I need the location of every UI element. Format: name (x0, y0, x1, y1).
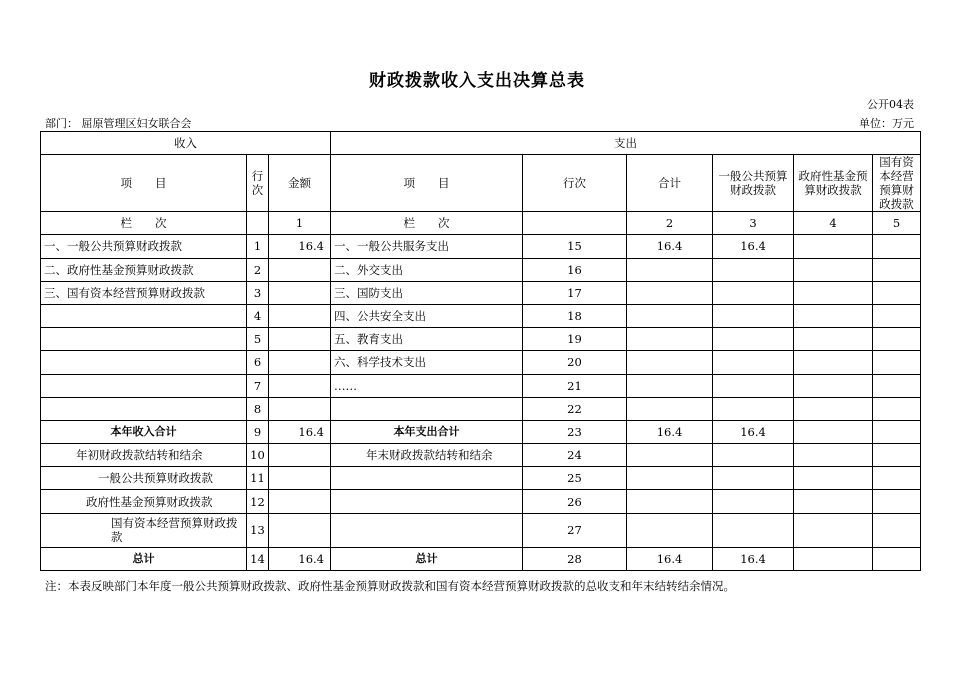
general-value (713, 281, 794, 304)
income-item: 政府性基金预算财政拨款 (41, 490, 247, 513)
fund-value (794, 513, 873, 547)
income-line-no: 6 (247, 351, 269, 374)
table-row-grand-total (41, 547, 921, 570)
summary-table (40, 131, 921, 571)
income-amount (269, 444, 331, 467)
total-value (627, 304, 713, 327)
income-item-header: 项 目 (41, 155, 247, 212)
department-label: 部门： 屈原管理区妇女联合会 (45, 117, 192, 130)
general-value (713, 513, 794, 547)
income-item (41, 397, 247, 420)
table-row-year-total (41, 420, 921, 443)
fund-value (794, 374, 873, 397)
expense-line-no: 26 (523, 490, 627, 513)
general-value: 16.4 (713, 547, 794, 570)
expense-item-header: 项 目 (331, 155, 523, 212)
table-row (41, 281, 921, 304)
income-amount (269, 513, 331, 547)
fund-value (794, 328, 873, 351)
col-index-4: 4 (794, 212, 873, 235)
capital-value (873, 490, 921, 513)
expense-line-no: 22 (523, 397, 627, 420)
capital-value (873, 258, 921, 281)
income-header: 收入 (41, 132, 331, 155)
income-item: 国有资本经营预算财政拨款 (41, 513, 247, 547)
col-index-5: 5 (873, 212, 921, 235)
expense-line-no: 20 (523, 351, 627, 374)
income-line-no: 13 (247, 513, 269, 547)
expense-line-no: 27 (523, 513, 627, 547)
fund-value (794, 281, 873, 304)
income-line-header: 行次 (247, 155, 269, 212)
fund-value (794, 235, 873, 258)
general-value: 16.4 (713, 420, 794, 443)
total-value: 16.4 (627, 235, 713, 258)
income-line-no: 12 (247, 490, 269, 513)
capital-value (873, 235, 921, 258)
income-amount (269, 281, 331, 304)
expense-item: …… (331, 374, 523, 397)
total-value (627, 374, 713, 397)
income-item: 本年收入合计 (41, 420, 247, 443)
col-index-label-left: 栏 次 (41, 212, 247, 235)
general-value (713, 374, 794, 397)
income-amount (269, 467, 331, 490)
general-value (713, 467, 794, 490)
capital-value (873, 281, 921, 304)
expense-line-no: 25 (523, 467, 627, 490)
general-value: 16.4 (713, 235, 794, 258)
fund-value (794, 304, 873, 327)
expense-item: 本年支出合计 (331, 420, 523, 443)
income-amount (269, 304, 331, 327)
table-row (41, 467, 921, 490)
expense-line-no: 18 (523, 304, 627, 327)
expense-item (331, 467, 523, 490)
income-item (41, 351, 247, 374)
income-item: 二、政府性基金预算财政拨款 (41, 258, 247, 281)
expense-line-no: 15 (523, 235, 627, 258)
income-line-no: 2 (247, 258, 269, 281)
income-line-no: 10 (247, 444, 269, 467)
expense-item: 总计 (331, 547, 523, 570)
total-value (627, 351, 713, 374)
total-value (627, 397, 713, 420)
income-amount (269, 351, 331, 374)
general-value (713, 304, 794, 327)
expense-line-header: 行次 (523, 155, 627, 212)
table-row (41, 235, 921, 258)
total-value (627, 444, 713, 467)
expense-item: 四、公共安全支出 (331, 304, 523, 327)
capital-value (873, 444, 921, 467)
total-value (627, 490, 713, 513)
header-row-2 (41, 155, 921, 212)
income-line-no: 14 (247, 547, 269, 570)
total-header: 合计 (627, 155, 713, 212)
capital-value (873, 328, 921, 351)
table-row (41, 513, 921, 547)
gov-fund-header: 政府性基金预算财政拨款 (794, 155, 873, 212)
income-amount: 16.4 (269, 235, 331, 258)
total-value (627, 328, 713, 351)
expense-line-no: 28 (523, 547, 627, 570)
fund-value (794, 547, 873, 570)
footnote: 注：本表反映部门本年度一般公共预算财政拨款、政府性基金预算财政拨款和国有资本经营预算财政拨款的总收支和年末结转结余情况。 (45, 579, 735, 593)
income-line-no: 3 (247, 281, 269, 304)
income-item: 三、国有资本经营预算财政拨款 (41, 281, 247, 304)
table-row (41, 490, 921, 513)
income-line-no: 7 (247, 374, 269, 397)
expense-item: 三、国防支出 (331, 281, 523, 304)
expense-item (331, 513, 523, 547)
income-line-no: 4 (247, 304, 269, 327)
capital-value (873, 304, 921, 327)
income-item: 年初财政拨款结转和结余 (41, 444, 247, 467)
income-amount: 16.4 (269, 547, 331, 570)
expense-item (331, 397, 523, 420)
income-item (41, 304, 247, 327)
table-row (41, 374, 921, 397)
total-value (627, 513, 713, 547)
expense-item (331, 490, 523, 513)
capital-value (873, 467, 921, 490)
header-row-1 (41, 132, 921, 155)
expense-line-no: 17 (523, 281, 627, 304)
income-amount (269, 328, 331, 351)
general-value (713, 258, 794, 281)
fund-value (794, 467, 873, 490)
fund-value (794, 258, 873, 281)
income-amount (269, 397, 331, 420)
col-index-label-right: 栏 次 (331, 212, 523, 235)
table-row (41, 328, 921, 351)
income-amount: 16.4 (269, 420, 331, 443)
income-item: 一般公共预算财政拨款 (41, 467, 247, 490)
capital-value (873, 547, 921, 570)
general-value (713, 444, 794, 467)
capital-value (873, 420, 921, 443)
amount-header: 金额 (269, 155, 331, 212)
fund-value (794, 420, 873, 443)
expense-item: 一、一般公共服务支出 (331, 235, 523, 258)
form-number: 公开04表 (867, 98, 914, 111)
income-item: 一、一般公共预算财政拨款 (41, 235, 247, 258)
income-item: 总计 (41, 547, 247, 570)
income-line-no: 9 (247, 420, 269, 443)
unit-label: 单位：万元 (859, 117, 914, 130)
col-index-3: 3 (713, 212, 794, 235)
income-item (41, 374, 247, 397)
capital-value (873, 351, 921, 374)
income-amount (269, 258, 331, 281)
expense-header: 支出 (331, 132, 921, 155)
fund-value (794, 444, 873, 467)
income-line-no: 1 (247, 235, 269, 258)
total-value (627, 467, 713, 490)
expense-item: 五、教育支出 (331, 328, 523, 351)
table-row (41, 444, 921, 467)
income-amount (269, 490, 331, 513)
expense-line-no: 23 (523, 420, 627, 443)
expense-item: 六、科学技术支出 (331, 351, 523, 374)
capital-value (873, 513, 921, 547)
col-index-1: 1 (269, 212, 331, 235)
table-row (41, 397, 921, 420)
capital-value (873, 374, 921, 397)
table-row (41, 351, 921, 374)
table-row (41, 304, 921, 327)
general-value (713, 397, 794, 420)
report-title: 财政拨款收入支出决算总表 (369, 71, 585, 91)
expense-line-no: 24 (523, 444, 627, 467)
table-row (41, 258, 921, 281)
expense-item: 二、外交支出 (331, 258, 523, 281)
income-item (41, 328, 247, 351)
total-value: 16.4 (627, 420, 713, 443)
capital-value (873, 397, 921, 420)
col-index-blank (523, 212, 627, 235)
income-amount (269, 374, 331, 397)
column-index-row (41, 212, 921, 235)
expense-line-no: 21 (523, 374, 627, 397)
col-index-2: 2 (627, 212, 713, 235)
income-line-no: 11 (247, 467, 269, 490)
fund-value (794, 490, 873, 513)
general-value (713, 351, 794, 374)
expense-line-no: 19 (523, 328, 627, 351)
expense-line-no: 16 (523, 258, 627, 281)
col-index-blank (247, 212, 269, 235)
fund-value (794, 397, 873, 420)
total-value (627, 281, 713, 304)
total-value: 16.4 (627, 547, 713, 570)
total-value (627, 258, 713, 281)
fund-value (794, 351, 873, 374)
expense-item: 年末财政拨款结转和结余 (331, 444, 523, 467)
general-budget-header: 一般公共预算财政拨款 (713, 155, 794, 212)
general-value (713, 328, 794, 351)
income-line-no: 5 (247, 328, 269, 351)
state-capital-header: 国有资本经营预算财政拨款 (873, 155, 921, 212)
general-value (713, 490, 794, 513)
income-line-no: 8 (247, 397, 269, 420)
